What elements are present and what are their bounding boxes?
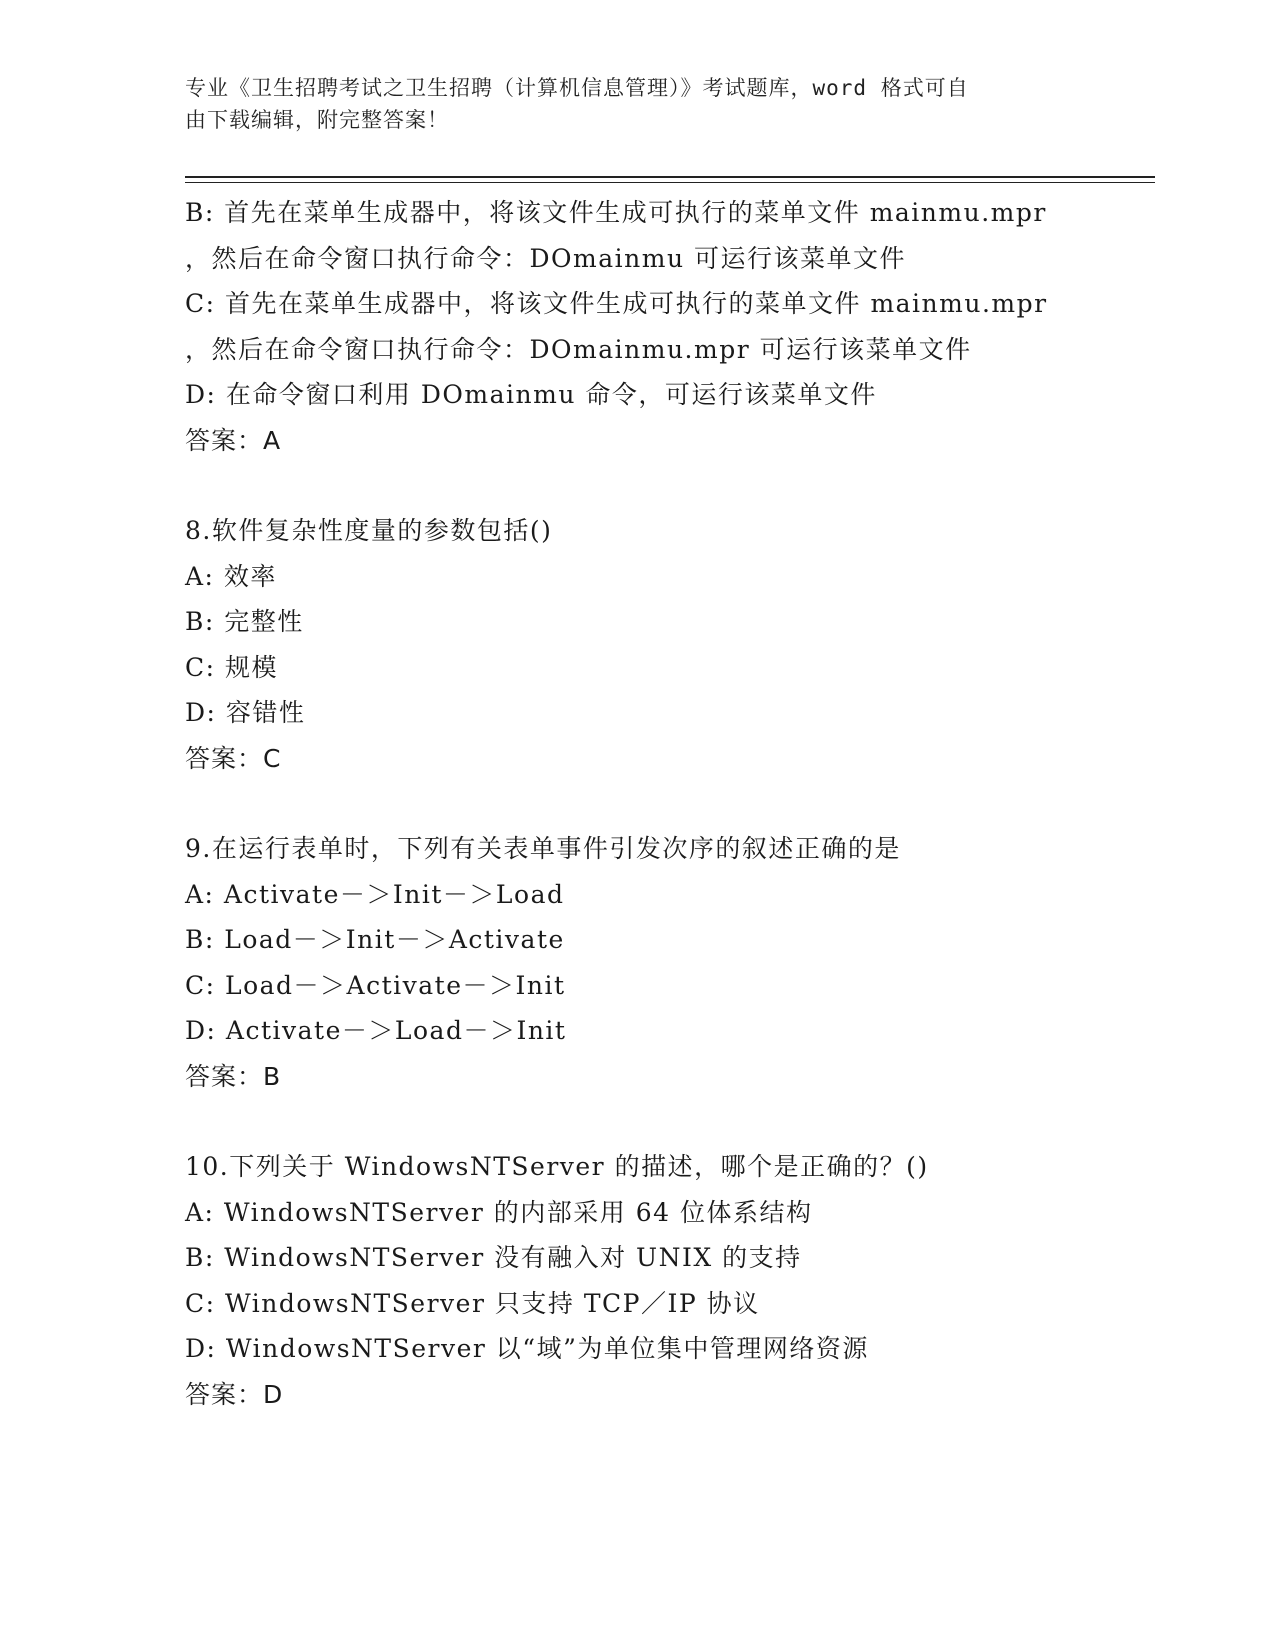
q7-option-d: D: 在命令窗口利用 DOmainmu 命令，可运行该菜单文件 [185, 380, 877, 409]
q9-option-d: D: Activate－＞Load－＞Init [185, 1016, 567, 1045]
q10-option-c: C: WindowsNTServer 只支持 TCP／IP 协议 [185, 1288, 760, 1318]
header-divider-thick [185, 176, 1155, 178]
header-divider-thin [185, 182, 1155, 183]
q8-question: 8.软件复杂性度量的参数包括() [185, 516, 553, 545]
spacer [185, 781, 1185, 826]
spacer [185, 1099, 1185, 1144]
header-line-2: 由下载编辑，附完整答案！ [185, 108, 449, 132]
q9-option-b: B: Load－＞Init－＞Activate [185, 925, 565, 954]
q8-option-d: D: 容错性 [185, 698, 306, 727]
question-8-block [185, 508, 1185, 781]
q10-option-b: B: WindowsNTServer 没有融入对 UNIX 的支持 [185, 1243, 802, 1272]
q10-question: 10.下列关于 WindowsNTServer 的描述，哪个是正确的？() [185, 1152, 929, 1181]
header-line-1: 专业《卫生招聘考试之卫生招聘（计算机信息管理）》考试题库，word 格式可自 [185, 76, 969, 100]
q10-option-a: A: WindowsNTServer 的内部采用 64 位体系结构 [185, 1197, 813, 1227]
q7-option-b-line-2: ，然后在命令窗口执行命令：DOmainmu 可运行该菜单文件 [185, 243, 907, 273]
q8-option-c: C: 规模 [185, 652, 278, 682]
question-list [185, 190, 1185, 1417]
q7-option-c-line-2: ，然后在命令窗口执行命令：DOmainmu.mpr 可运行该菜单文件 [185, 334, 972, 364]
q8-answer: 答案：C [185, 743, 282, 773]
q9-answer: 答案：B [185, 1061, 282, 1091]
q9-question: 9.在运行表单时，下列有关表单事件引发次序的叙述正确的是 [185, 834, 901, 863]
q7-answer: 答案：A [185, 425, 282, 455]
spacer [185, 463, 1185, 508]
q8-option-b: B: 完整性 [185, 607, 304, 636]
q10-option-d: D: WindowsNTServer 以“域”为单位集中管理网络资源 [185, 1334, 869, 1363]
q7-option-c-line-1: C: 首先在菜单生成器中，将该文件生成可执行的菜单文件 mainmu.mpr [185, 289, 1048, 318]
question-10-block [185, 1144, 1185, 1417]
question-7-block [185, 190, 1185, 463]
q9-option-a: A: Activate－＞Init－＞Load [185, 879, 565, 909]
question-9-block [185, 826, 1185, 1099]
q10-answer: 答案：D [185, 1379, 284, 1409]
page-header [185, 72, 1065, 136]
q8-option-a: A: 效率 [185, 561, 277, 591]
q7-option-b-line-1: B: 首先在菜单生成器中，将该文件生成可执行的菜单文件 mainmu.mpr [185, 198, 1047, 227]
q9-option-c: C: Load－＞Activate－＞Init [185, 970, 566, 1000]
